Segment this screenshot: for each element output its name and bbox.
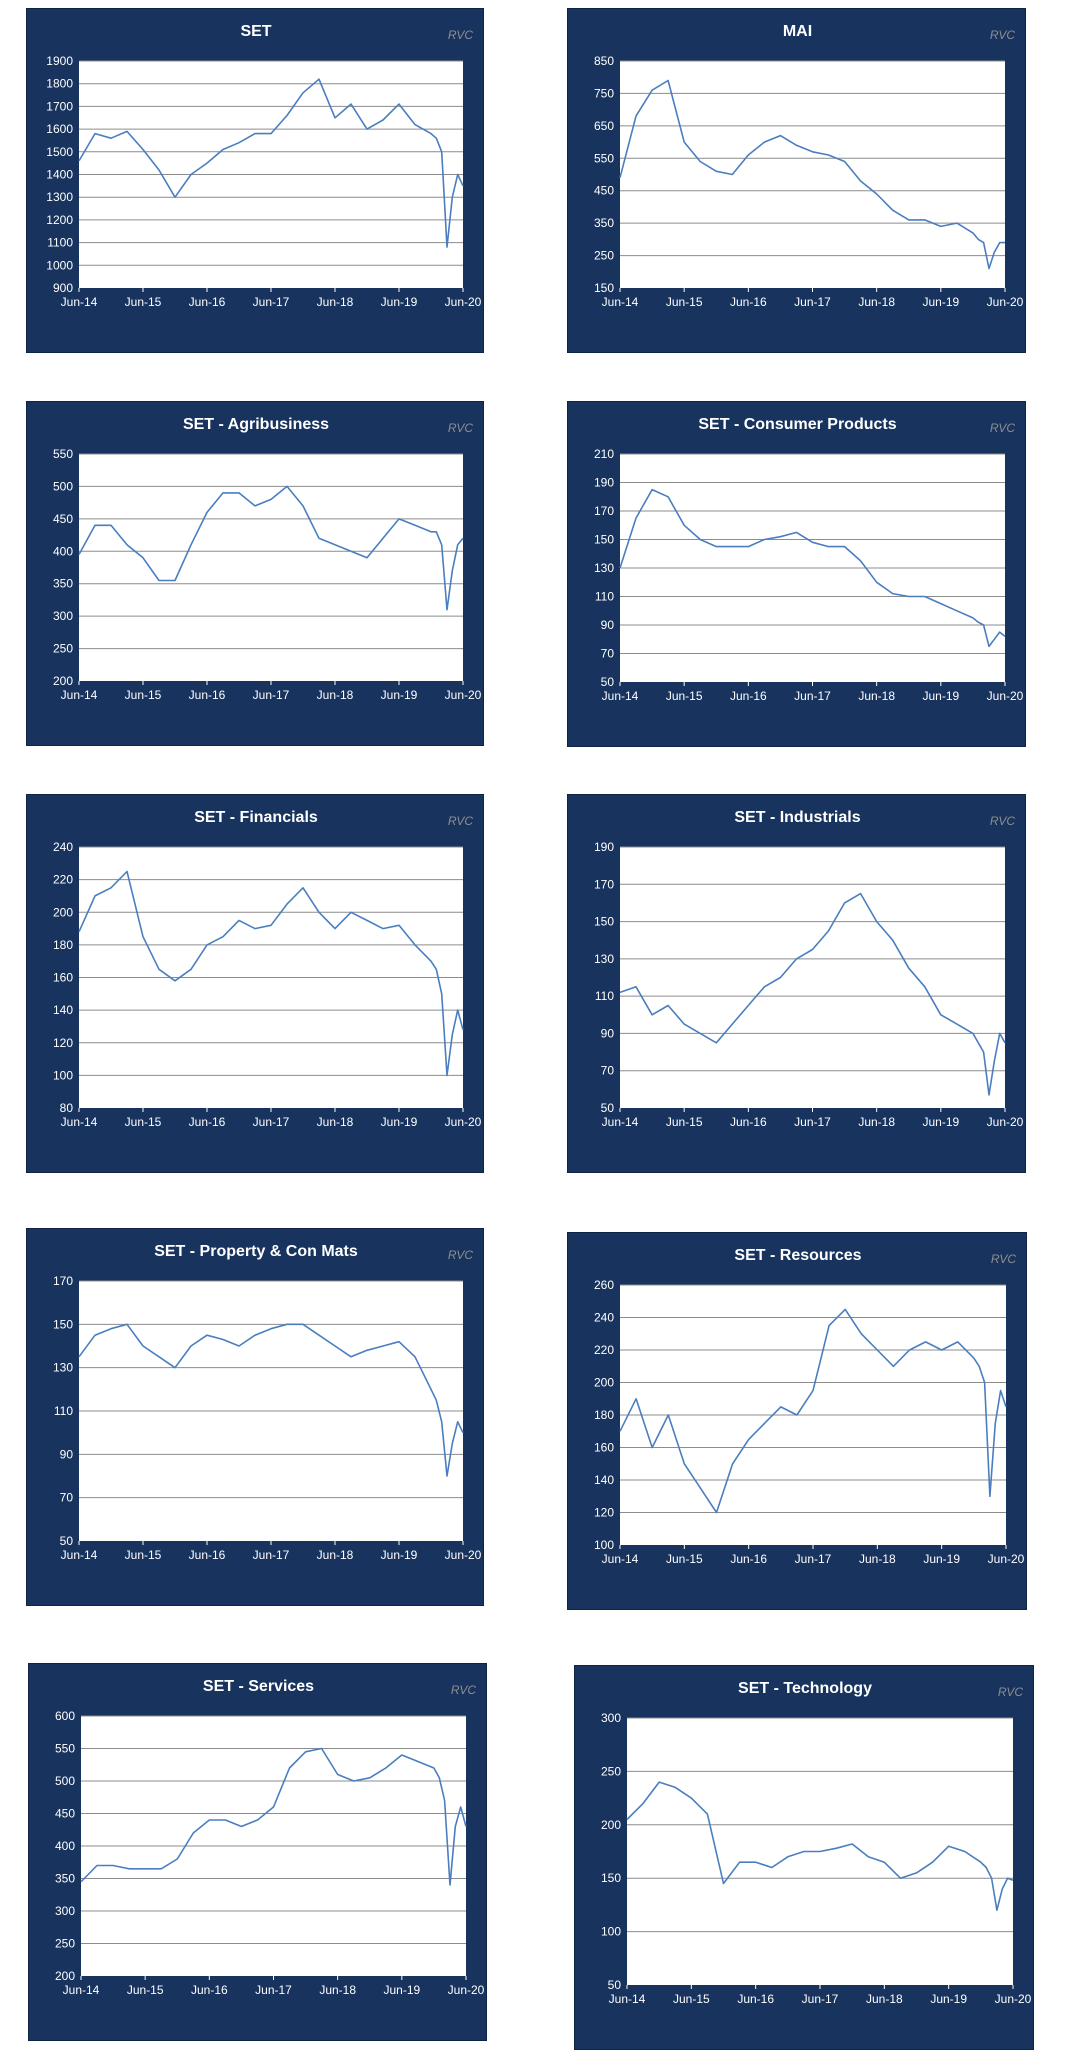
y-tick-label: 150 <box>593 532 614 547</box>
chart-svg <box>27 402 485 747</box>
y-tick-label: 350 <box>54 1871 75 1886</box>
chart-title: MAI <box>782 23 813 40</box>
chart-title: SET - Consumer Products <box>698 416 897 433</box>
y-tick-label: 50 <box>607 1978 621 1992</box>
y-tick-label: 110 <box>53 1404 73 1418</box>
plot-area <box>620 61 1005 288</box>
x-tick-label: Jun-16 <box>737 1992 775 2006</box>
y-tick-label: 120 <box>593 1505 614 1520</box>
y-tick-label: 50 <box>600 1101 614 1115</box>
y-tick-label: 550 <box>52 447 73 461</box>
x-tick-label: Jun-15 <box>665 1552 703 1566</box>
y-tick-label: 140 <box>593 1473 614 1487</box>
chart-svg <box>575 1666 1035 2051</box>
x-tick-label: Jun-18 <box>858 1552 896 1566</box>
chart-title: SET - Financials <box>194 809 318 826</box>
y-tick-label: 150 <box>593 281 614 295</box>
y-tick-label: 550 <box>54 1741 75 1756</box>
y-tick-label: 50 <box>59 1534 73 1548</box>
x-tick-label: Jun-19 <box>380 1115 418 1129</box>
x-tick-label: Jun-20 <box>987 1552 1025 1566</box>
chart-panel-set-consumer-products <box>567 401 1026 747</box>
x-tick-label: Jun-14 <box>601 1552 639 1566</box>
x-tick-label: Jun-16 <box>729 295 767 309</box>
x-tick-label: Jun-17 <box>252 1115 290 1129</box>
plot-area <box>620 847 1005 1108</box>
x-tick-label: Jun-16 <box>188 295 226 309</box>
y-tick-label: 550 <box>593 151 614 166</box>
x-tick-label: Jun-18 <box>316 688 354 702</box>
y-tick-label: 90 <box>600 618 614 632</box>
watermark-label: RVC <box>447 28 473 42</box>
chart-title: SET - Property & Con Mats <box>154 1243 358 1260</box>
watermark-label: RVC <box>447 1248 473 1262</box>
x-tick-label: Jun-16 <box>188 1548 226 1562</box>
watermark-label: RVC <box>989 28 1015 42</box>
y-tick-label: 70 <box>59 1490 73 1505</box>
x-tick-label: Jun-14 <box>60 1548 98 1562</box>
y-tick-label: 180 <box>52 937 73 952</box>
y-tick-label: 110 <box>594 989 614 1004</box>
x-tick-label: Jun-17 <box>252 1548 290 1562</box>
x-tick-label: Jun-16 <box>188 1115 226 1129</box>
x-tick-label: Jun-15 <box>124 1548 162 1562</box>
y-tick-label: 1500 <box>46 144 73 159</box>
chart-title: SET - Services <box>202 1678 315 1695</box>
y-tick-label: 450 <box>593 183 614 198</box>
y-tick-label: 190 <box>593 840 614 854</box>
x-tick-label: Jun-19 <box>383 1983 421 1997</box>
y-tick-label: 1800 <box>46 76 73 91</box>
x-tick-label: Jun-16 <box>730 1552 768 1566</box>
y-tick-label: 100 <box>600 1924 621 1939</box>
y-tick-label: 260 <box>593 1278 614 1292</box>
chart-title: SET <box>240 23 272 40</box>
x-tick-label: Jun-20 <box>444 295 482 309</box>
x-tick-label: Jun-18 <box>858 689 896 703</box>
x-tick-label: Jun-20 <box>986 1115 1024 1129</box>
y-tick-label: 170 <box>593 877 614 892</box>
x-tick-label: Jun-20 <box>986 689 1024 703</box>
x-tick-label: Jun-14 <box>601 689 639 703</box>
x-tick-label: Jun-16 <box>190 1983 228 1997</box>
y-tick-label: 240 <box>593 1310 614 1325</box>
y-tick-label: 1100 <box>47 235 73 250</box>
x-tick-label: Jun-16 <box>729 689 767 703</box>
y-tick-label: 80 <box>59 1101 73 1115</box>
x-tick-label: Jun-18 <box>316 1548 354 1562</box>
y-tick-label: 200 <box>52 674 73 688</box>
y-tick-label: 300 <box>54 1904 75 1918</box>
x-tick-label: Jun-14 <box>601 1115 639 1129</box>
x-tick-label: Jun-17 <box>794 1552 832 1566</box>
chart-panel-set-resources <box>567 1232 1027 1610</box>
x-tick-label: Jun-17 <box>801 1992 839 2006</box>
x-tick-label: Jun-15 <box>672 1992 710 2006</box>
watermark-label: RVC <box>450 1683 476 1697</box>
x-tick-label: Jun-18 <box>858 295 896 309</box>
y-tick-label: 850 <box>593 54 614 68</box>
y-tick-label: 240 <box>52 840 73 854</box>
watermark-label: RVC <box>447 421 473 435</box>
x-tick-label: Jun-20 <box>444 688 482 702</box>
y-tick-label: 250 <box>54 1936 75 1951</box>
chart-svg <box>29 1664 488 2042</box>
y-tick-label: 1400 <box>46 167 73 182</box>
y-tick-label: 450 <box>52 511 73 526</box>
y-tick-label: 100 <box>593 1538 614 1552</box>
y-tick-label: 250 <box>52 641 73 656</box>
y-tick-label: 110 <box>594 589 614 604</box>
x-tick-label: Jun-18 <box>319 1983 357 1997</box>
y-tick-label: 170 <box>593 504 614 518</box>
y-tick-label: 220 <box>593 1343 614 1357</box>
y-tick-label: 200 <box>52 905 73 920</box>
y-tick-label: 500 <box>54 1774 75 1788</box>
y-tick-label: 1700 <box>46 99 73 114</box>
y-tick-label: 1000 <box>46 258 73 273</box>
chart-svg <box>27 1229 485 1607</box>
y-tick-label: 100 <box>52 1068 73 1083</box>
y-tick-label: 900 <box>52 281 73 295</box>
x-tick-label: Jun-20 <box>444 1548 482 1562</box>
x-tick-label: Jun-19 <box>380 688 418 702</box>
y-tick-label: 450 <box>54 1806 75 1821</box>
y-tick-label: 170 <box>52 1274 73 1288</box>
y-tick-label: 70 <box>600 646 614 661</box>
y-tick-label: 1300 <box>46 190 73 205</box>
x-tick-label: Jun-19 <box>922 1115 960 1129</box>
chart-panel-set-technology <box>574 1665 1034 2050</box>
y-tick-label: 750 <box>593 86 614 101</box>
chart-panel-set-property-and-con-mats <box>26 1228 484 1606</box>
x-tick-label: Jun-19 <box>922 689 960 703</box>
watermark-label: RVC <box>989 814 1015 828</box>
chart-panel-set-services <box>28 1663 487 2041</box>
x-tick-label: Jun-14 <box>608 1992 646 2006</box>
y-tick-label: 180 <box>593 1408 614 1422</box>
x-tick-label: Jun-17 <box>794 295 831 309</box>
chart-panel-mai <box>567 8 1026 353</box>
x-tick-label: Jun-15 <box>124 688 162 702</box>
x-tick-label: Jun-17 <box>255 1983 292 1997</box>
y-tick-label: 200 <box>593 1375 614 1390</box>
y-tick-label: 200 <box>54 1969 75 1983</box>
y-tick-label: 600 <box>54 1709 75 1723</box>
x-tick-label: Jun-14 <box>60 688 98 702</box>
chart-svg <box>27 795 485 1174</box>
x-tick-label: Jun-15 <box>126 1983 164 1997</box>
chart-panel-set-financials <box>26 794 484 1173</box>
y-tick-label: 350 <box>52 576 73 591</box>
x-tick-label: Jun-14 <box>62 1983 100 1997</box>
chart-title: SET - Industrials <box>734 809 861 826</box>
chart-title: SET - Resources <box>734 1247 862 1264</box>
y-tick-label: 400 <box>52 544 73 559</box>
y-tick-label: 130 <box>52 1360 73 1375</box>
y-tick-label: 90 <box>59 1447 73 1462</box>
y-tick-label: 150 <box>600 1871 621 1886</box>
x-tick-label: Jun-14 <box>601 295 639 309</box>
y-tick-label: 200 <box>600 1817 621 1832</box>
chart-title: SET - Agribusiness <box>182 416 330 433</box>
y-tick-label: 210 <box>593 447 614 461</box>
x-tick-label: Jun-17 <box>252 688 290 702</box>
x-tick-label: Jun-16 <box>188 688 226 702</box>
y-tick-label: 300 <box>600 1711 621 1725</box>
x-tick-label: Jun-16 <box>729 1115 767 1129</box>
x-tick-label: Jun-14 <box>60 1115 98 1129</box>
chart-title: SET - Technology <box>738 1680 872 1697</box>
y-tick-label: 300 <box>52 609 73 624</box>
x-tick-label: Jun-15 <box>124 1115 162 1129</box>
y-tick-label: 650 <box>593 118 614 133</box>
y-tick-label: 150 <box>593 914 614 929</box>
watermark-label: RVC <box>989 421 1015 435</box>
x-tick-label: Jun-19 <box>380 1548 418 1562</box>
x-tick-label: Jun-20 <box>994 1992 1032 2006</box>
y-tick-label: 190 <box>593 475 614 490</box>
y-tick-label: 140 <box>52 1003 73 1018</box>
y-tick-label: 150 <box>52 1317 73 1332</box>
y-tick-label: 250 <box>593 248 614 263</box>
watermark-label: RVC <box>990 1252 1016 1266</box>
x-tick-label: Jun-14 <box>60 295 98 309</box>
x-tick-label: Jun-15 <box>665 1115 703 1129</box>
x-tick-label: Jun-17 <box>794 1115 831 1129</box>
x-tick-label: Jun-19 <box>380 295 418 309</box>
x-tick-label: Jun-18 <box>865 1992 903 2006</box>
x-tick-label: Jun-18 <box>316 1115 354 1129</box>
y-tick-label: 500 <box>52 479 73 494</box>
y-tick-label: 1200 <box>46 212 73 227</box>
x-tick-label: Jun-19 <box>930 1992 968 2006</box>
chart-panel-set-agribusiness <box>26 401 484 746</box>
chart-svg <box>27 9 485 354</box>
x-tick-label: Jun-17 <box>794 689 831 703</box>
chart-svg <box>568 402 1027 748</box>
chart-svg <box>568 9 1027 354</box>
y-tick-label: 120 <box>52 1035 73 1050</box>
chart-svg <box>568 795 1027 1174</box>
y-tick-label: 250 <box>600 1764 621 1779</box>
x-tick-label: Jun-20 <box>986 295 1024 309</box>
x-tick-label: Jun-15 <box>665 689 703 703</box>
chart-panel-set-industrials <box>567 794 1026 1173</box>
y-tick-label: 130 <box>593 951 614 966</box>
plot-area <box>79 454 463 681</box>
watermark-label: RVC <box>997 1685 1023 1699</box>
x-tick-label: Jun-17 <box>252 295 290 309</box>
y-tick-label: 220 <box>52 872 73 887</box>
y-tick-label: 1900 <box>46 54 73 68</box>
y-tick-label: 350 <box>593 216 614 231</box>
y-tick-label: 1600 <box>46 122 73 137</box>
y-tick-label: 70 <box>600 1063 614 1078</box>
y-tick-label: 130 <box>593 561 614 575</box>
y-tick-label: 90 <box>600 1026 614 1041</box>
x-tick-label: Jun-19 <box>922 295 960 309</box>
chart-svg <box>568 1233 1028 1611</box>
x-tick-label: Jun-15 <box>124 295 162 309</box>
x-tick-label: Jun-15 <box>665 295 703 309</box>
y-tick-label: 50 <box>600 675 614 689</box>
y-tick-label: 400 <box>54 1839 75 1853</box>
y-tick-label: 160 <box>593 1440 614 1455</box>
x-tick-label: Jun-20 <box>444 1115 482 1129</box>
watermark-label: RVC <box>447 814 473 828</box>
x-tick-label: Jun-20 <box>447 1983 485 1997</box>
y-tick-label: 160 <box>52 970 73 985</box>
x-tick-label: Jun-18 <box>316 295 354 309</box>
x-tick-label: Jun-18 <box>858 1115 896 1129</box>
x-tick-label: Jun-19 <box>923 1552 961 1566</box>
chart-panel-set <box>26 8 484 353</box>
